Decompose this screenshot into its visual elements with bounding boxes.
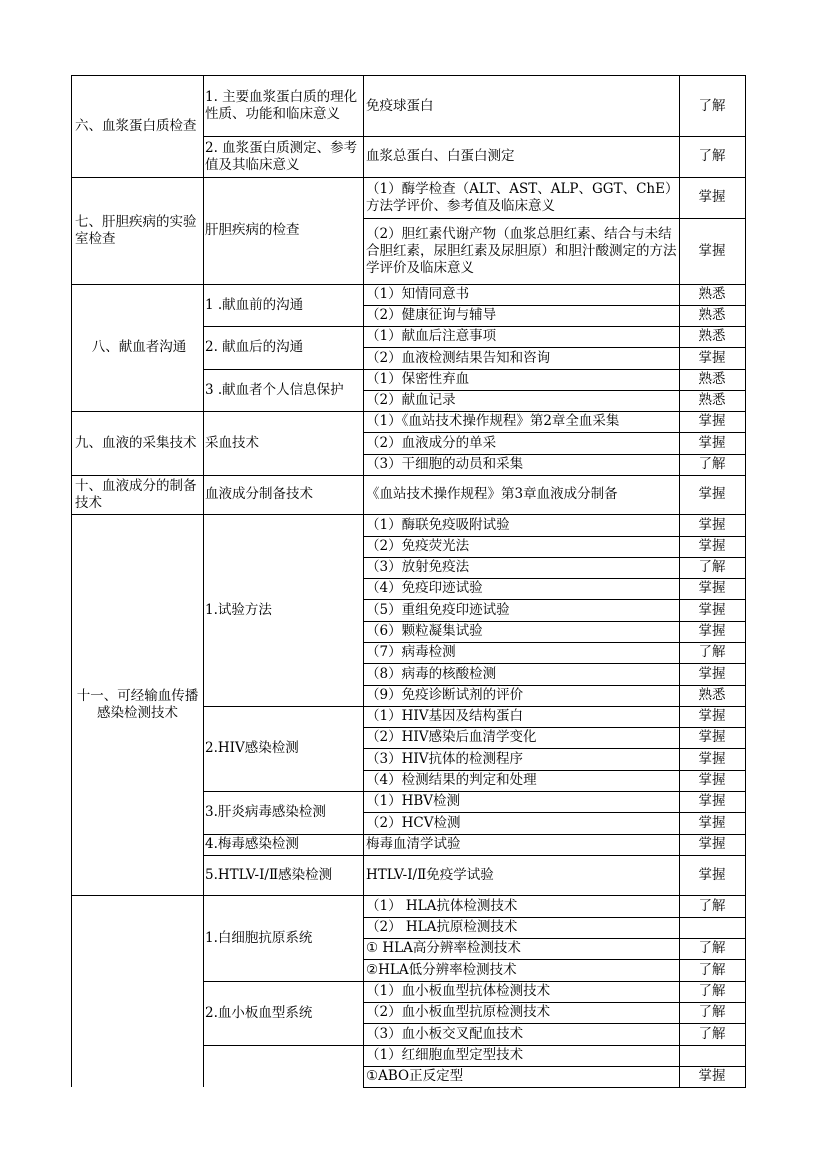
item-cell: （1）酶联免疫吸附试验: [366, 516, 510, 533]
item-cell: （6）颗粒凝集试验: [366, 623, 483, 639]
grid-line-h: [203, 706, 746, 707]
grid-line-h: [363, 432, 746, 433]
grid-line-h: [363, 454, 746, 455]
item-cell: （4）免疫印迹试验: [366, 580, 483, 596]
item-cell: （2）HCV检测: [366, 814, 461, 831]
grid-line-v5: [745, 75, 746, 1087]
grid-line-h: [363, 621, 746, 622]
chapter-7-cell: 七、肝胆疾病的实验室检查: [75, 213, 197, 247]
grid-line-h: [71, 475, 746, 476]
unit-12-2-cell: 2.血小板血型系统: [205, 1004, 313, 1021]
grid-line-h: [203, 326, 746, 327]
item-cell: （1）献血后注意事项: [366, 328, 497, 344]
unit-12-3-cell: [203, 1045, 363, 1087]
item-cell: ②HLA低分辨率检测技术: [366, 961, 517, 978]
item-cell: （1） HLA抗体检测技术: [366, 897, 518, 914]
grid-line-h: [363, 748, 746, 749]
unit-11-4-cell: 4.梅毒感染检测: [205, 836, 299, 852]
grid-line-h: [363, 347, 746, 348]
level-cell: [679, 917, 745, 938]
item-cell: （2）血液检测结果告知和咨询: [366, 349, 551, 366]
grid-line-v2: [203, 75, 204, 1087]
unit-11-2-cell: 2.HIV感染检测: [205, 740, 299, 756]
item-cell: （1）保密性弃血: [366, 371, 470, 387]
level-cell: 掌握: [698, 665, 726, 682]
level-cell: 熟悉: [698, 307, 726, 323]
level-cell: 了解: [698, 897, 726, 914]
item-cell: （8）病毒的核酸检测: [366, 665, 497, 682]
item-cell: （9）免疫诊断试剂的评价: [366, 687, 524, 703]
item-cell: （2）健康征询与辅导: [366, 307, 497, 323]
grid-line-h: [363, 727, 746, 728]
level-cell: 了解: [698, 940, 726, 956]
unit-8-2-cell: 2. 献血后的沟通: [205, 339, 304, 355]
grid-line-h: [363, 578, 746, 579]
unit-11-5-cell: 5.HTLV-Ⅰ/Ⅱ感染检测: [205, 866, 333, 883]
level-cell: 熟悉: [698, 392, 726, 408]
level-cell: 掌握: [698, 580, 726, 596]
item-cell: （3）干细胞的动员和采集: [366, 456, 524, 472]
level-cell: 掌握: [698, 729, 726, 745]
grid-line-v3: [363, 75, 364, 1087]
item-cell: （7）病毒检测: [366, 644, 456, 660]
item-cell: （2）HIV感染后血清学变化: [366, 729, 537, 745]
level-cell: 掌握: [698, 814, 726, 831]
chapter-10-cell: 十、血液成分的制备技术: [75, 477, 197, 511]
grid-line-h: [203, 834, 746, 835]
unit-8-1-cell: 1 .献血前的沟通: [205, 296, 304, 313]
level-cell: 掌握: [698, 601, 726, 618]
level-cell: 了解: [698, 983, 726, 999]
grid-line-h: [203, 855, 746, 856]
item-cell: ①ABO正反定型: [366, 1068, 464, 1084]
level-cell: 熟悉: [698, 328, 726, 344]
grid-line-h: [363, 938, 746, 939]
item-cell: 免疫球蛋白: [366, 97, 434, 114]
grid-line-h: [363, 959, 746, 960]
grid-line-h: [363, 1066, 746, 1067]
grid-line-v4: [679, 75, 680, 1087]
grid-line-h: [363, 557, 746, 558]
item-cell: （1）《血站技术操作规程》第2章全血采集: [366, 413, 620, 429]
item-cell: （1）酶学检查（ALT、AST、ALP、GGT、ChE）方法学评价、参考值及临床意义: [366, 180, 679, 214]
chapter-8-cell: 八、献血者沟通: [91, 339, 187, 355]
grid-line-h: [363, 218, 746, 219]
level-cell: 熟悉: [698, 286, 726, 302]
level-cell: 掌握: [698, 750, 726, 767]
item-cell: HTLV-Ⅰ/Ⅱ免疫学试验: [366, 866, 494, 883]
item-cell: （1）HBV检测: [366, 793, 461, 809]
item-cell: ① HLA高分辨率检测技术: [366, 940, 521, 956]
level-cell: 掌握: [698, 516, 726, 533]
item-cell: （2）血小板血型抗原检测技术: [366, 1004, 551, 1020]
level-cell: 了解: [698, 559, 726, 575]
grid-line-h: [71, 177, 746, 178]
level-cell: 熟悉: [698, 687, 726, 703]
item-cell: （5）重组免疫印迹试验: [366, 601, 510, 618]
grid-line-h: [203, 981, 746, 982]
level-cell: 掌握: [698, 708, 726, 724]
level-cell: 掌握: [698, 793, 726, 809]
grid-line-h: [363, 1023, 746, 1024]
level-cell: 了解: [698, 148, 726, 164]
grid-line-h: [363, 663, 746, 664]
level-cell: 掌握: [698, 434, 726, 451]
level-cell: 掌握: [698, 836, 726, 852]
grid-line-h: [363, 770, 746, 771]
level-cell: 掌握: [698, 1068, 726, 1084]
grid-line-h: [71, 75, 746, 76]
grid-line-h: [363, 599, 746, 600]
level-cell: 了解: [698, 456, 726, 472]
grid-line-h: [363, 917, 746, 918]
item-cell: 梅毒血清学试验: [366, 836, 461, 852]
level-cell: 掌握: [698, 772, 726, 788]
level-cell: 熟悉: [698, 371, 726, 387]
unit-8-3-cell: 3 .献血者个人信息保护: [205, 381, 344, 398]
grid-line-v1: [71, 75, 72, 1087]
unit-9-1-cell: 采血技术: [205, 434, 259, 451]
item-cell: （2） HLA抗原检测技术: [366, 919, 518, 935]
grid-line-h: [363, 642, 746, 643]
level-cell: 了解: [698, 97, 726, 114]
item-cell: （2）献血记录: [366, 392, 456, 408]
level-cell: 掌握: [698, 413, 726, 429]
unit-11-1-cell: 1.试验方法: [205, 601, 272, 618]
grid-line-h: [203, 791, 746, 792]
grid-line-h: [363, 305, 746, 306]
item-cell: （2）血液成分的单采: [366, 434, 497, 451]
item-cell: 血浆总蛋白、白蛋白测定: [366, 148, 515, 164]
grid-line-h: [203, 136, 746, 137]
grid-line-h: [363, 536, 746, 537]
item-cell: （1）血小板血型抗体检测技术: [366, 983, 551, 999]
level-cell: 掌握: [698, 349, 726, 366]
grid-line-h: [363, 390, 746, 391]
chapter-9-cell: 九、血液的采集技术: [75, 434, 197, 451]
grid-line-h: [71, 411, 746, 412]
unit-6-2-cell: 2. 血浆蛋白质测定、参考值及其临床意义: [205, 139, 358, 173]
grid-line-h: [363, 1087, 746, 1088]
level-cell: 掌握: [698, 486, 726, 502]
item-cell: （3）血小板交叉配血技术: [366, 1025, 524, 1042]
item-cell: （2）免疫荧光法: [366, 538, 470, 554]
grid-line-h: [363, 812, 746, 813]
unit-12-1-cell: 1.白细胞抗原系统: [205, 929, 313, 946]
level-cell: 掌握: [698, 623, 726, 639]
unit-6-1-cell: 1. 主要血浆蛋白质的理化性质、功能和临床意义: [205, 89, 358, 122]
level-cell: 了解: [698, 1004, 726, 1020]
level-cell: 掌握: [698, 538, 726, 554]
chapter-6-cell: 六、血浆蛋白质检查: [75, 118, 197, 134]
item-cell: （3）放射免疫法: [366, 559, 470, 575]
unit-10-1-cell: 血液成分制备技术: [205, 486, 313, 502]
unit-7-1-cell: 肝胆疾病的检查: [205, 222, 300, 238]
level-cell: 掌握: [698, 189, 726, 205]
chapter-11-cell: 十一、可经输血传播感染检测技术: [76, 687, 199, 721]
unit-11-3-cell: 3.肝炎病毒感染检测: [205, 804, 326, 820]
item-cell: （3）HIV抗体的检测程序: [366, 750, 523, 767]
item-cell: （4）检测结果的判定和处理: [366, 772, 537, 788]
grid-line-h: [363, 1002, 746, 1003]
level-cell: 了解: [698, 1025, 726, 1042]
item-cell: （2）胆红素代谢产物（血浆总胆红素、结合与未结合胆红素，尿胆红素及尿胆原）和胆汁酸测定的方法学评价及临床意义: [366, 225, 677, 276]
grid-line-h: [363, 685, 746, 686]
grid-line-h: [71, 895, 746, 896]
level-cell: 掌握: [698, 866, 726, 883]
level-cell: 了解: [698, 644, 726, 660]
item-cell: 《血站技术操作规程》第3章血液成分制备: [366, 486, 618, 502]
item-cell: （1）知情同意书: [366, 286, 470, 302]
item-cell: （1）HIV基因及结构蛋白: [366, 708, 523, 724]
grid-line-h: [71, 514, 746, 515]
level-cell: 掌握: [698, 242, 726, 259]
level-cell: 了解: [698, 961, 726, 978]
grid-line-h: [203, 1045, 746, 1046]
item-cell: （1）红细胞血型定型技术: [366, 1047, 524, 1063]
grid-line-h: [71, 284, 746, 285]
level-cell: [679, 1045, 745, 1066]
grid-line-h: [203, 369, 746, 370]
chapter-12-cell: [72, 895, 203, 1087]
